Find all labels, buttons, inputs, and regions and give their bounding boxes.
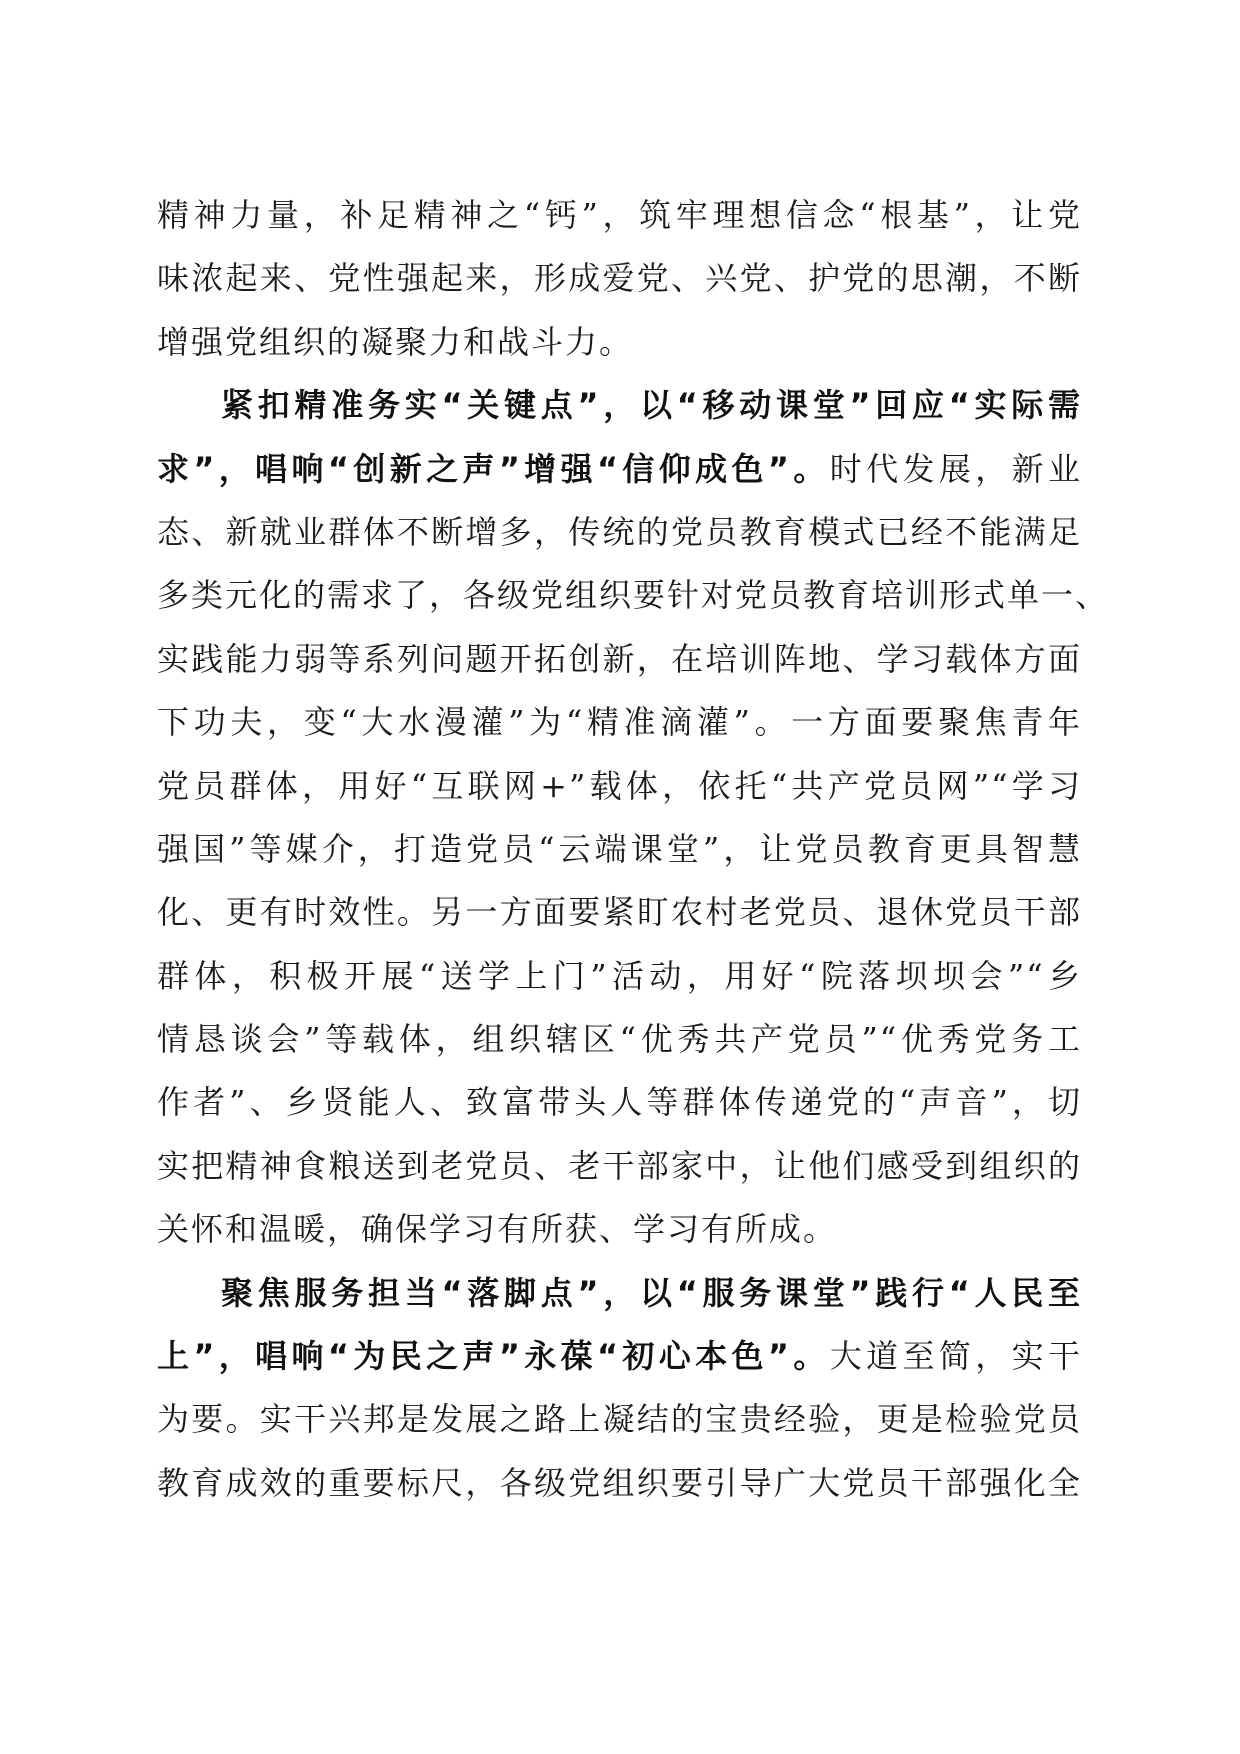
- text-line: 化、更有时效性。另一方面要紧盯农村老党员、退休党员干部: [157, 893, 1082, 932]
- section-heading-line: 上”，唱响“为民之声”永葆“初心本色”。: [157, 1337, 830, 1376]
- section-heading-line: 聚焦服务担当“落脚点”，以“服务课堂”践行“人民至: [221, 1273, 1082, 1312]
- text-line: 实践能力弱等系列问题开拓创新，在培训阵地、学习载体方面: [157, 639, 1082, 678]
- text-line: 群体，积极开展“送学上门”活动，用好“院落坝坝会”“乡: [157, 956, 1082, 995]
- text-line: 情恳谈会”等载体，组织辖区“优秀共产党员”“优秀党务工: [157, 1020, 1082, 1059]
- text-line: 态、新就业群体不断增多，传统的党员教育模式已经不能满足: [157, 512, 1082, 551]
- text-line: 下功夫，变“大水漫灌”为“精准滴灌”。一方面要聚焦青年: [157, 703, 1082, 742]
- text-line: 为要。实干兴邦是发展之路上凝结的宝贵经验，更是检验党员: [157, 1400, 1082, 1439]
- text-line: 增强党组织的凝聚力和战斗力。: [157, 322, 634, 361]
- text-line: 实把精神食粮送到老党员、老干部家中，让他们感受到组织的: [157, 1146, 1082, 1185]
- text-line: 精神力量，补足精神之“钙”，筑牢理想信念“根基”，让党: [157, 196, 1082, 234]
- body-text-run: 时代发展，新业: [829, 449, 1082, 488]
- document-body: [157, 184, 1110, 1515]
- text-line: 教育成效的重要标尺，各级党组织要引导广大党员干部强化全: [157, 1463, 1082, 1502]
- text-line: 强国”等媒介，打造党员“云端课堂”，让党员教育更具智慧: [157, 829, 1082, 868]
- text-line: [157, 1325, 1082, 1388]
- text-line: 党员群体，用好“互联网+”载体，依托“共产党员网”“学习: [157, 766, 1082, 805]
- section-heading-line: 求”，唱响“创新之声”增强“信仰成色”。: [157, 449, 830, 488]
- text-line: 多类元化的需求了，各级党组织要针对党员教育培训形式单一、: [157, 576, 1110, 615]
- text-line: 味浓起来、党性强起来，形成爱党、兴党、护党的思潮，不断: [157, 259, 1082, 298]
- text-line: 关怀和温暖，确保学习有所获、学习有所成。: [157, 1210, 838, 1249]
- text-line: 作者”、乡贤能人、致富带头人等群体传递党的“声音”，切: [157, 1083, 1082, 1122]
- section-heading-line: 紧扣精准务实“关键点”，以“移动课堂”回应“实际需: [221, 386, 1082, 425]
- body-text-run: 大道至简，实干: [829, 1337, 1082, 1376]
- text-line: [157, 438, 1082, 501]
